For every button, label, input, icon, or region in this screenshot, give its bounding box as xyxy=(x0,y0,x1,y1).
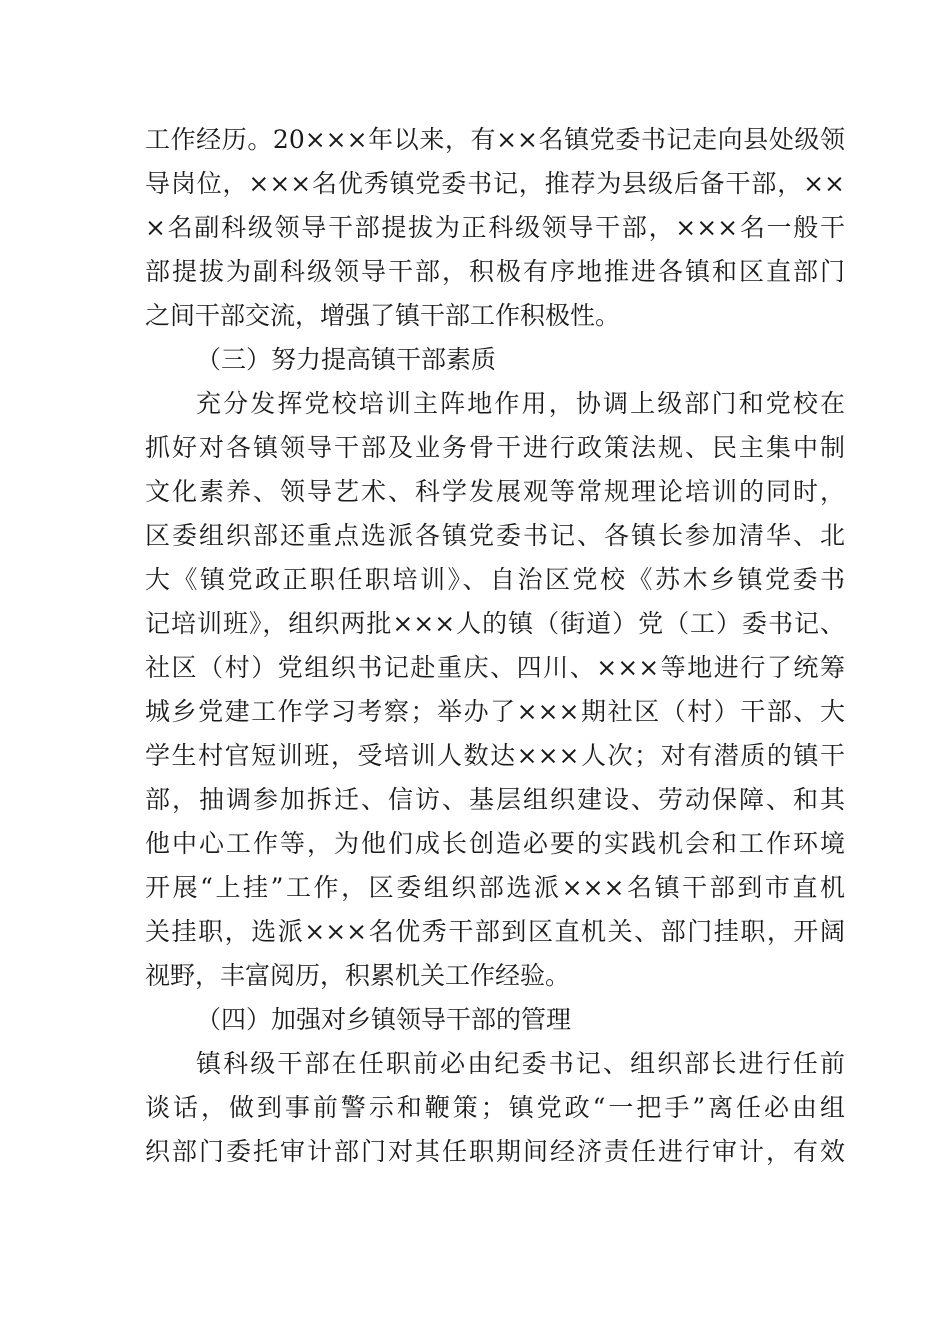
body-line: 记培训班》，组织两批×××人的镇（街道）党（工）委书记、 xyxy=(145,609,845,638)
body-line: 抓好对各镇领导干部及业务骨干进行政策法规、民主集中制 xyxy=(145,433,845,462)
body-line: 社区（村）党组织书记赴重庆、四川、×××等地进行了统筹 xyxy=(145,653,845,682)
body-line: 文化素养、领导艺术、科学发展观等常规理论培训的同时， xyxy=(145,477,845,506)
body-line: 充分发挥党校培训主阵地作用，协调上级部门和党校在 xyxy=(196,389,845,418)
body-line: 区委组织部还重点选派各镇党委书记、各镇长参加清华、北 xyxy=(145,521,845,550)
body-line: 关挂职，选派×××名优秀干部到区直机关、部门挂职，开阔 xyxy=(145,917,845,946)
body-line: 开展“上挂”工作，区委组织部选派×××名镇干部到市直机 xyxy=(145,873,845,902)
body-line: 大《镇党政正职任职培训》、自治区党校《苏木乡镇党委书 xyxy=(145,565,845,594)
body-line: 导岗位，×××名优秀镇党委书记，推荐为县级后备干部，×× xyxy=(145,169,845,198)
body-line: 谈话，做到事前警示和鞭策；镇党政“一把手”离任必由组 xyxy=(145,1093,845,1122)
body-line: ×名副科级领导干部提拔为正科级领导干部，×××名一般干 xyxy=(145,213,845,242)
body-line: 部提拔为副科级领导干部，积极有序地推进各镇和区直部门 xyxy=(145,257,845,286)
body-line: 城乡党建工作学习考察；举办了×××期社区（村）干部、大 xyxy=(145,697,845,726)
section-heading-3: （三）努力提高镇干部素质 xyxy=(196,345,497,374)
body-line: 学生村官短训班，受培训人数达×××人次；对有潜质的镇干 xyxy=(145,741,845,770)
body-line: 织部门委托审计部门对其任职期间经济责任进行审计，有效 xyxy=(145,1137,845,1166)
body-line: 之间干部交流，增强了镇干部工作积极性。 xyxy=(145,301,621,330)
section-heading-4: （四）加强对乡镇领导干部的管理 xyxy=(196,1005,572,1034)
body-line: 他中心工作等，为他们成长创造必要的实践机会和工作环境 xyxy=(145,829,845,858)
body-line: 视野，丰富阅历，积累机关工作经验。 xyxy=(145,961,571,990)
body-line: 工作经历。20×××年以来，有××名镇党委书记走向县处级领 xyxy=(145,125,845,154)
body-line: 部，抽调参加拆迁、信访、基层组织建设、劳动保障、和其 xyxy=(145,785,845,814)
body-line: 镇科级干部在任职前必由纪委书记、组织部长进行任前 xyxy=(196,1049,845,1078)
